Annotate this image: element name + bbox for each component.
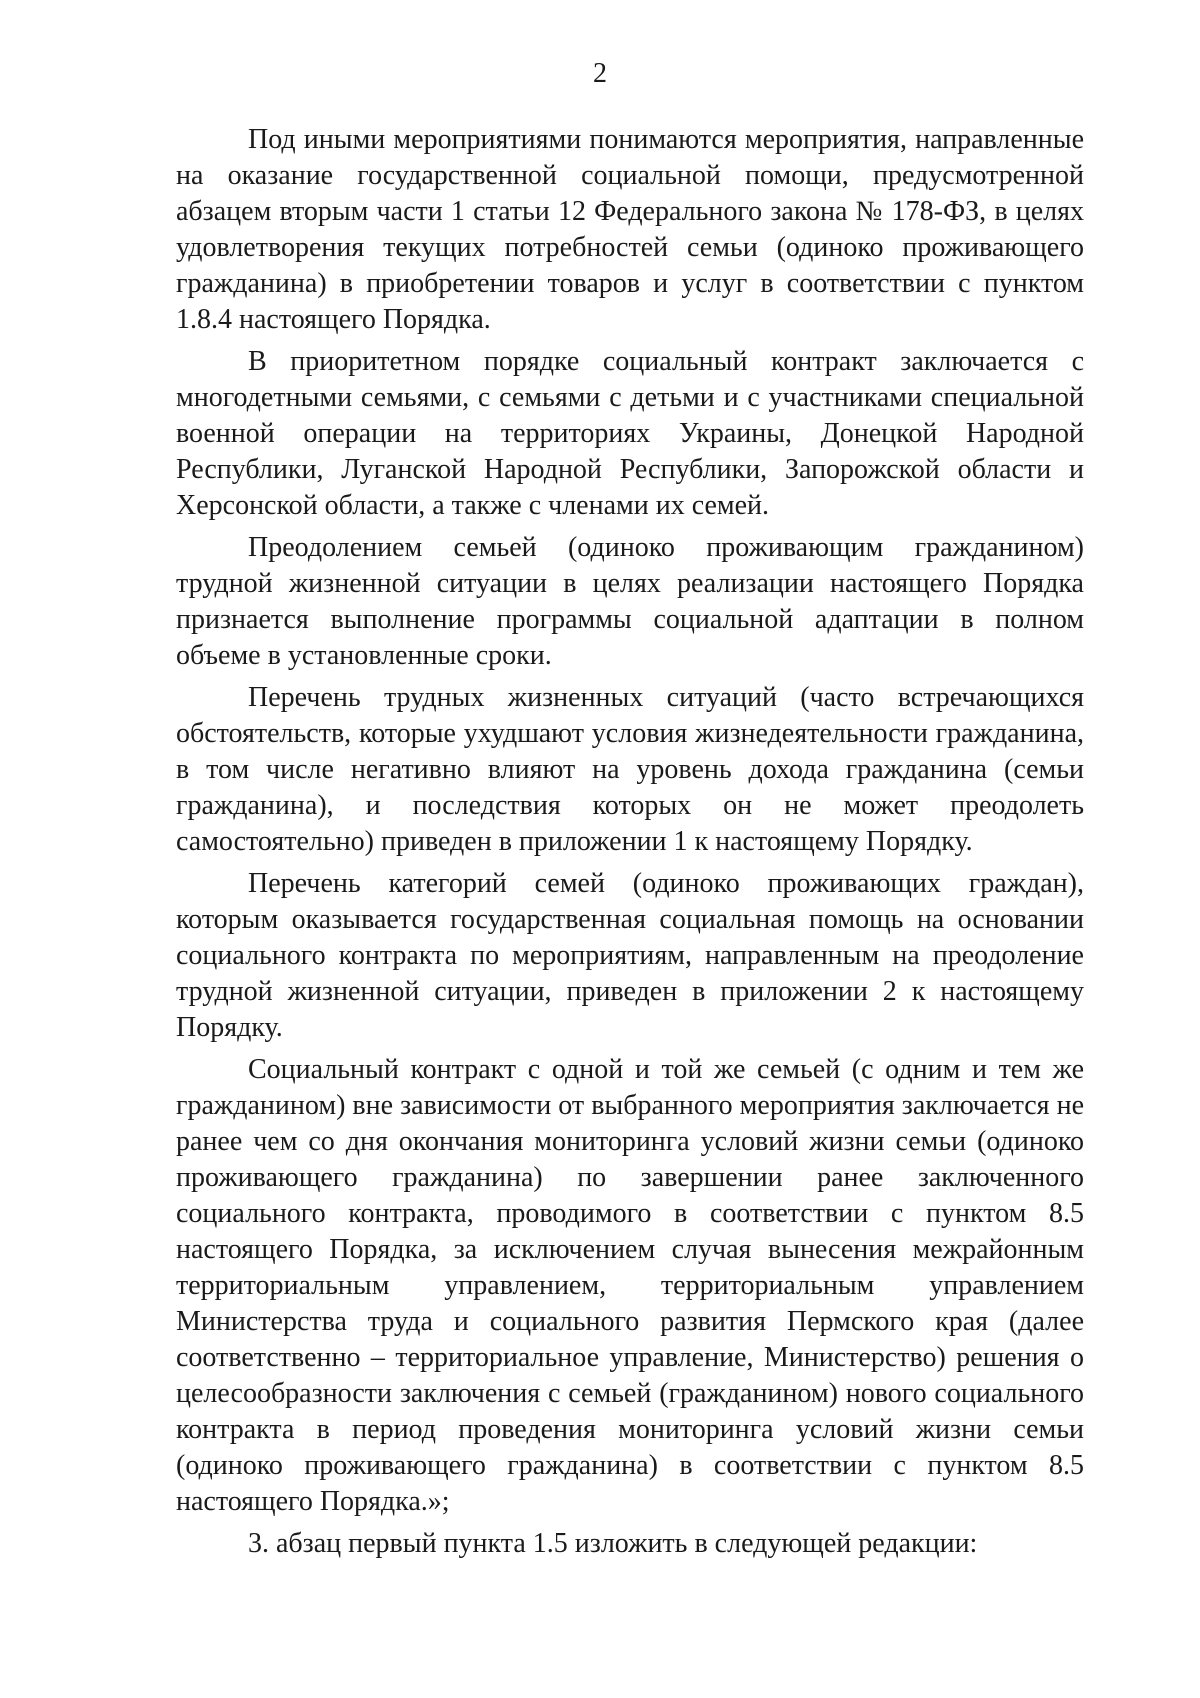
paragraph-other-measures: Под иными мероприятиями понимаются мероприятия, направленные на оказание государственной социальной помощи, предусмотренной абзацем вторым части 1 статьи 12 Федерального закона № 178-ФЗ, в целях удовлетворения текущих потребностей семьи (одиноко проживающего гражданина) в приобретении товаров и услуг в соответствии с пунктом 1.8.4 настоящего Порядка. (176, 124, 1084, 335)
page-number: 2 (593, 58, 607, 89)
paragraph-list-of-situations: Перечень трудных жизненных ситуаций (часто встречающихся обстоятельств, которые ухудшают условия жизнедеятельности гражданина, в том числе негативно влияют на уровень дохода гражданина (семьи гражданина), и последствия которых он не может преодолеть самостоятельно) приведен в приложении 1 к настоящему Порядку. (176, 682, 1084, 857)
paragraph-amendment-item-3: 3. абзац первый пункта 1.5 изложить в следующей редакции: (248, 1528, 978, 1559)
paragraph-priority-order: В приоритетном порядке социальный контракт заключается с многодетными семьями, с семьями с детьми и с участниками специальной военной операции на территориях Украины, Донецкой Народной Республики, Луганской Народной Республики, Запорожской области и Херсонской области, а также с членами их семей. (176, 346, 1084, 521)
document-body (176, 122, 1084, 1568)
paragraph-overcoming-situation: Преодолением семьей (одиноко проживающим гражданином) трудной жизненной ситуации в целях реализации настоящего Порядка признается выполнение программы социальной адаптации в полном объеме в установленные сроки. (176, 532, 1084, 671)
paragraph-repeat-contract: Социальный контракт с одной и той же семьей (с одним и тем же гражданином) вне зависимости от выбранного мероприятия заключается не ранее чем со дня окончания мониторинга условий жизни семьи (одиноко проживающего гражданина) по завершении ранее заключенного социального контракта, проводимого в соответствии с пунктом 8.5 настоящего Порядка, за исключением случая вынесения межрайонным территориальным управлением, территориальным управлением Министерства труда и социального развития Пермского края (далее соответственно – территориальное управление, Министерство) решения о целесообразности заключения с семьей (гражданином) нового социального контракта в период проведения мониторинга условий жизни семьи (одиноко проживающего гражданина) в соответствии с пунктом 8.5 настоящего Порядка.»; (176, 1054, 1084, 1517)
paragraph-list-of-categories: Перечень категорий семей (одиноко проживающих граждан), которым оказывается государственная социальная помощь на основании социального контракта по мероприятиям, направленным на преодоление трудной жизненной ситуации, приведен в приложении 2 к настоящему Порядку. (176, 868, 1084, 1043)
